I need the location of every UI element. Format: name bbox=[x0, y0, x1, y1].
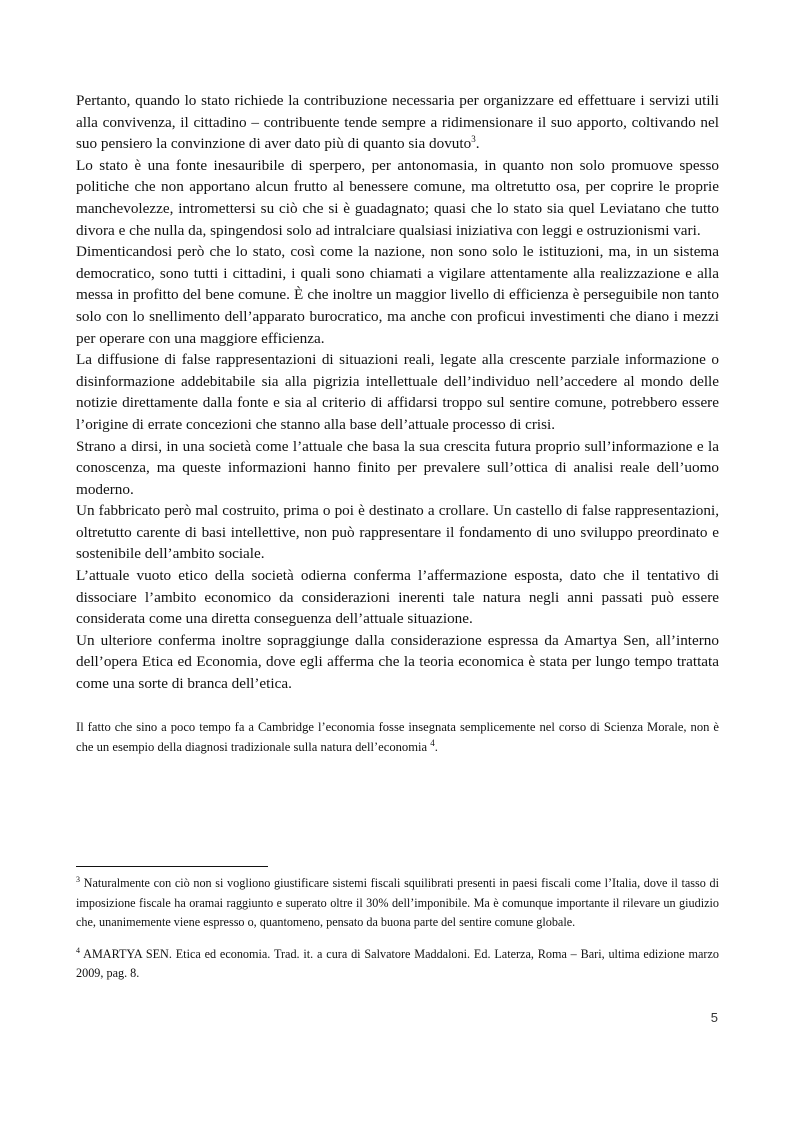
footnote-number: 3 bbox=[76, 874, 80, 884]
page-number: 5 bbox=[710, 1010, 718, 1025]
footnotes bbox=[76, 874, 719, 984]
footnote-ref-3[interactable]: 3 bbox=[471, 134, 476, 145]
footnote-4 bbox=[76, 945, 719, 984]
paragraph-1 bbox=[76, 90, 719, 155]
paragraph-end: . bbox=[475, 135, 480, 153]
paragraph-8: Un ulteriore conferma inoltre sopraggiunge dalla considerazione espressa da Amartya Sen, all’interno dell’opera Etica ed Economia, dove egli afferma che la teoria economica è stata per lungo tempo trattata come una sorte di branca dell’etica. bbox=[76, 631, 719, 693]
paragraph-3: Dimenticandosi però che lo stato, così come la nazione, non sono solo le istituzioni, ma, in un sistema democratico, sono tutti i cittadini, i quali sono chiamati a vigilare attentamente alla realizzazione e alla messa in profitto del bene comune. È che inoltre un maggior livello di efficienza è perseguibile non tanto solo con lo snellimento dell’apparato burocratico, ma anche con proficui investimenti che diano i mezzi per operare con una maggiore efficienza. bbox=[76, 243, 719, 347]
quote-text: Il fatto che sino a poco tempo fa a Cambridge l’economia fosse insegnata semplicemente nel corso di Scienza Morale, non è che un esempio della diagnosi tradizionale sulla natura dell’economia bbox=[76, 719, 719, 754]
block-quote bbox=[76, 717, 719, 757]
footnote-text: AMARTYA SEN. Etica ed economia. Trad. it. a cura di Salvatore Maddaloni. Ed. Laterza, Roma – Bari, ultima edizione marzo 2009, pag. 8. bbox=[76, 946, 719, 980]
paragraph-7: L’attuale vuoto etico della società odierna conferma l’affermazione esposta, dato che il tentativo di dissociare l’ambito economico da considerazioni inerenti tale natura negli anni passati può essere considerata come una diretta conseguenza dell’attuale situazione. bbox=[76, 567, 719, 628]
paragraph-5: Strano a dirsi, in una società come l’attuale che basa la sua crescita futura proprio sull’informazione e la conoscenza, ma queste informazioni hanno finito per prevalere sull’ottica di analisi reale dell’uomo moderno. bbox=[76, 437, 719, 498]
footnote-text: Naturalmente con ciò non si vogliono giustificare sistemi fiscali squilibrati presenti in paesi fiscali come l’Italia, dove il tasso di imposizione fiscale ha oramai raggiunto e superato oltre il 30% dell’imponibile. Ma è comunque importante il rilevare un giudizio che, unanimemente viene espresso o, quantomeno, pensato da buona parte del sentire comune globale. bbox=[76, 876, 719, 929]
quote-end: . bbox=[434, 739, 438, 754]
footnote-separator bbox=[76, 866, 268, 867]
footnote-3 bbox=[76, 874, 719, 933]
footnote-number: 4 bbox=[76, 945, 80, 955]
paragraph-text: Pertanto, quando lo stato richiede la contribuzione necessaria per organizzare ed effettuare i servizi utili alla convivenza, il cittadino – contribuente tende sempre a ridimensionare il suo apporto, coltivando nel suo pensiero la convinzione di aver dato più di quanto sia dovuto bbox=[76, 92, 719, 153]
page-body bbox=[76, 90, 719, 757]
paragraph-6: Un fabbricato però mal costruito, prima o poi è destinato a crollare. Un castello di false rappresentazioni, oltretutto carente di basi intellettive, non può rappresentare il fondamento di uno sviluppo preordinato e sostenibile dell’ambito sociale. bbox=[76, 502, 719, 563]
paragraph-2: Lo stato è una fonte inesauribile di sperpero, per antonomasia, in quanto non solo promuove spesso politiche che non apportano alcun frutto al benessere comune, ma oltretutto osa, per coprire le proprie manchevolezze, intromettersi su ciò che si è guadagnato; quasi che lo stato sia quel Leviatano che tutto divora e che nulla da, spingendosi solo ad intralciare qualsiasi iniziativa con leggi e ostruzionismi vari. bbox=[76, 156, 719, 239]
paragraph-4: La diffusione di false rappresentazioni di situazioni reali, legate alla crescente parziale informazione o disinformazione addebitabile sia alla pigrizia intellettuale dell’individuo nell’accedere al mondo delle notizie direttamente dalla fonte e sia al criterio di affidarsi troppo sul sentire comune, potrebbero essere l’origine di errate concezioni che stanno alla base dell’attuale processo di crisi. bbox=[76, 351, 719, 433]
footnote-ref-4[interactable]: 4 bbox=[430, 737, 435, 748]
